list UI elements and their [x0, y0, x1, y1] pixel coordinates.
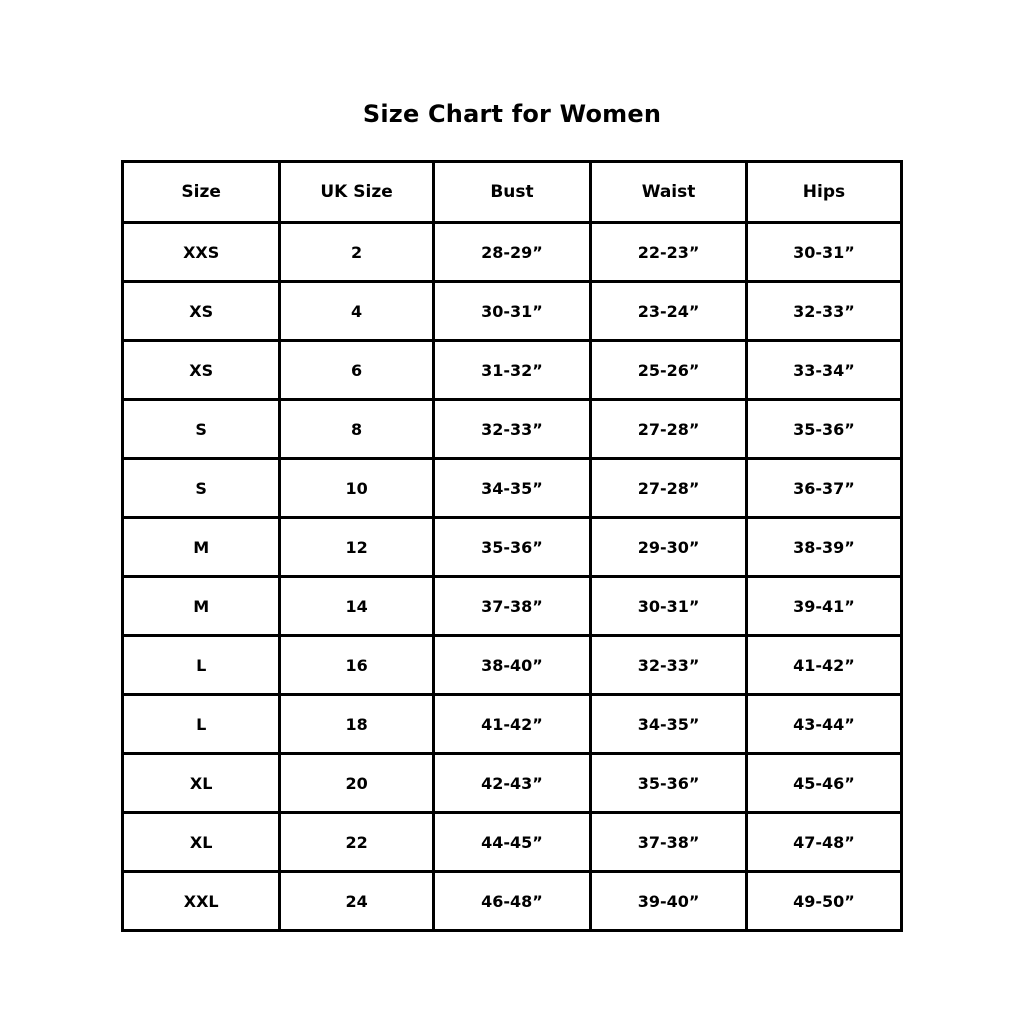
cell-hips: 36-37”	[746, 459, 901, 518]
cell-waist: 32-33”	[591, 636, 747, 695]
cell-waist: 25-26”	[591, 341, 747, 400]
cell-uk-size: 14	[280, 577, 433, 636]
table-row	[123, 754, 902, 813]
cell-waist: 23-24”	[591, 282, 747, 341]
cell-bust: 35-36”	[433, 518, 590, 577]
cell-hips: 39-41”	[746, 577, 901, 636]
cell-uk-size: 6	[280, 341, 433, 400]
table-row	[123, 282, 902, 341]
cell-waist: 37-38”	[591, 813, 747, 872]
cell-waist: 27-28”	[591, 400, 747, 459]
cell-waist: 29-30”	[591, 518, 747, 577]
cell-waist: 39-40”	[591, 872, 747, 931]
cell-bust: 31-32”	[433, 341, 590, 400]
cell-size: M	[123, 577, 280, 636]
cell-waist: 22-23”	[591, 223, 747, 282]
cell-hips: 38-39”	[746, 518, 901, 577]
cell-uk-size: 16	[280, 636, 433, 695]
table-row	[123, 400, 902, 459]
cell-waist: 35-36”	[591, 754, 747, 813]
cell-bust: 42-43”	[433, 754, 590, 813]
cell-bust: 46-48”	[433, 872, 590, 931]
cell-bust: 44-45”	[433, 813, 590, 872]
cell-uk-size: 8	[280, 400, 433, 459]
cell-hips: 32-33”	[746, 282, 901, 341]
cell-size: M	[123, 518, 280, 577]
table-header	[123, 162, 902, 223]
table-row	[123, 341, 902, 400]
table-body	[123, 223, 902, 931]
cell-bust: 28-29”	[433, 223, 590, 282]
cell-uk-size: 22	[280, 813, 433, 872]
cell-bust: 41-42”	[433, 695, 590, 754]
page-title: Size Chart for Women	[362, 100, 662, 128]
cell-size: S	[123, 459, 280, 518]
cell-waist: 34-35”	[591, 695, 747, 754]
table-row	[123, 459, 902, 518]
cell-waist: 27-28”	[591, 459, 747, 518]
cell-hips: 49-50”	[746, 872, 901, 931]
cell-bust: 38-40”	[433, 636, 590, 695]
column-header-bust: Bust	[433, 162, 590, 223]
cell-hips: 35-36”	[746, 400, 901, 459]
table-row	[123, 813, 902, 872]
cell-hips: 33-34”	[746, 341, 901, 400]
cell-size: XS	[123, 341, 280, 400]
cell-hips: 30-31”	[746, 223, 901, 282]
cell-size: L	[123, 695, 280, 754]
cell-bust: 37-38”	[433, 577, 590, 636]
cell-hips: 43-44”	[746, 695, 901, 754]
cell-size: S	[123, 400, 280, 459]
cell-uk-size: 10	[280, 459, 433, 518]
table-row	[123, 636, 902, 695]
cell-bust: 32-33”	[433, 400, 590, 459]
size-chart-table	[121, 160, 903, 932]
cell-hips: 45-46”	[746, 754, 901, 813]
cell-size: XL	[123, 813, 280, 872]
column-header-waist: Waist	[591, 162, 747, 223]
cell-uk-size: 2	[280, 223, 433, 282]
table-row	[123, 518, 902, 577]
cell-uk-size: 18	[280, 695, 433, 754]
table-row	[123, 872, 902, 931]
table-row	[123, 695, 902, 754]
table-row	[123, 577, 902, 636]
cell-size: L	[123, 636, 280, 695]
cell-bust: 34-35”	[433, 459, 590, 518]
cell-hips: 41-42”	[746, 636, 901, 695]
column-header-size: Size	[123, 162, 280, 223]
cell-size: XXL	[123, 872, 280, 931]
cell-size: XXS	[123, 223, 280, 282]
cell-uk-size: 12	[280, 518, 433, 577]
cell-uk-size: 24	[280, 872, 433, 931]
cell-waist: 30-31”	[591, 577, 747, 636]
cell-size: XS	[123, 282, 280, 341]
size-chart-table-wrapper	[121, 160, 903, 932]
cell-bust: 30-31”	[433, 282, 590, 341]
cell-size: XL	[123, 754, 280, 813]
cell-hips: 47-48”	[746, 813, 901, 872]
column-header-hips: Hips	[746, 162, 901, 223]
table-row	[123, 223, 902, 282]
column-header-uk-size: UK Size	[280, 162, 433, 223]
cell-uk-size: 20	[280, 754, 433, 813]
cell-uk-size: 4	[280, 282, 433, 341]
table-header-row	[123, 162, 902, 223]
